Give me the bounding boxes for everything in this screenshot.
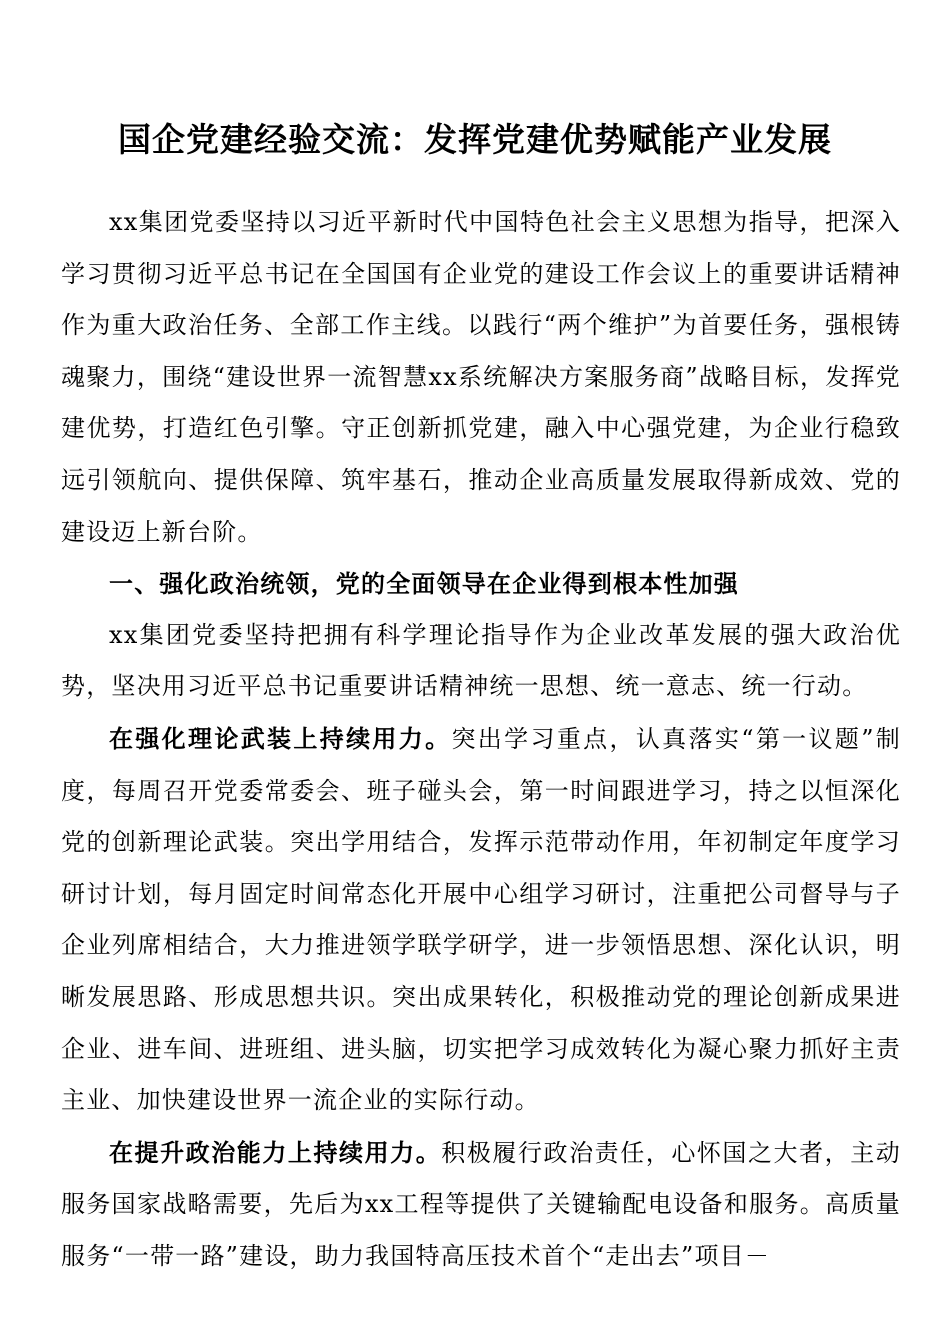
political-paragraph bbox=[61, 1127, 901, 1283]
section-paragraph: xx集团党委坚持把拥有科学理论指导作为企业改革发展的强大政治优势，坚决用习近平总书记重要讲话精神统一思想、统一意志、统一行动。 bbox=[61, 620, 901, 701]
document-body bbox=[61, 197, 901, 1282]
paragraph-lead: 在强化理论武装上持续用力。 bbox=[109, 723, 452, 753]
paragraph-body: 突出学习重点，认真落实“第一议题”制度，每周召开党委常委会、班子碰头会，第一时间跟进学习，持之以恒深化党的创新理论武装。突出学用结合，发挥示范带动作用，年初制定年度学习研讨计划，每月固定时间常态化开展中心组学习研讨，注重把公司督导与子企业列席相结合，大力推进领学联学研学，进一步领悟思想、深化认识，明晰发展思路、形成思想共识。突出成果转化，积极推动党的理论创新成果进企业、进车间、进班组、进头脑，切实把学习成效转化为凝心聚力抓好主责主业、加快建设世界一流企业的实际行动。 bbox=[61, 724, 901, 1115]
document-title: 国企党建经验交流：发挥党建优势赋能产业发展 bbox=[118, 120, 832, 159]
theory-paragraph bbox=[61, 713, 901, 1127]
paragraph-lead: 在提升政治能力上持续用力。 bbox=[109, 1137, 442, 1167]
paragraph-body: 积极履行政治责任，心怀国之大者，主动服务国家战略需要，先后为xx工程等提供了关键输配电设备和服务。高质量服务“一带一路”建设，助力我国特高压技术首个“走出去”项目－ bbox=[61, 1138, 901, 1270]
section-heading: 一、强化政治统领，党的全面领导在企业得到根本性加强 bbox=[109, 569, 739, 599]
intro-paragraph: xx集团党委坚持以习近平新时代中国特色社会主义思想为指导，把深入学习贯彻习近平总书记在全国国有企业党的建设工作会议上的重要讲话精神作为重大政治任务、全部工作主线。以践行“两个维护”为首要任务，强根铸魂聚力，围绕“建设世界一流智慧xx系统解决方案服务商”战略目标，发挥党建优势，打造红色引擎。守正创新抓党建，融入中心强党建，为企业行稳致远引领航向、提供保障、筑牢基石，推动企业高质量发展取得新成效、党的建设迈上新台阶。 bbox=[61, 208, 901, 546]
